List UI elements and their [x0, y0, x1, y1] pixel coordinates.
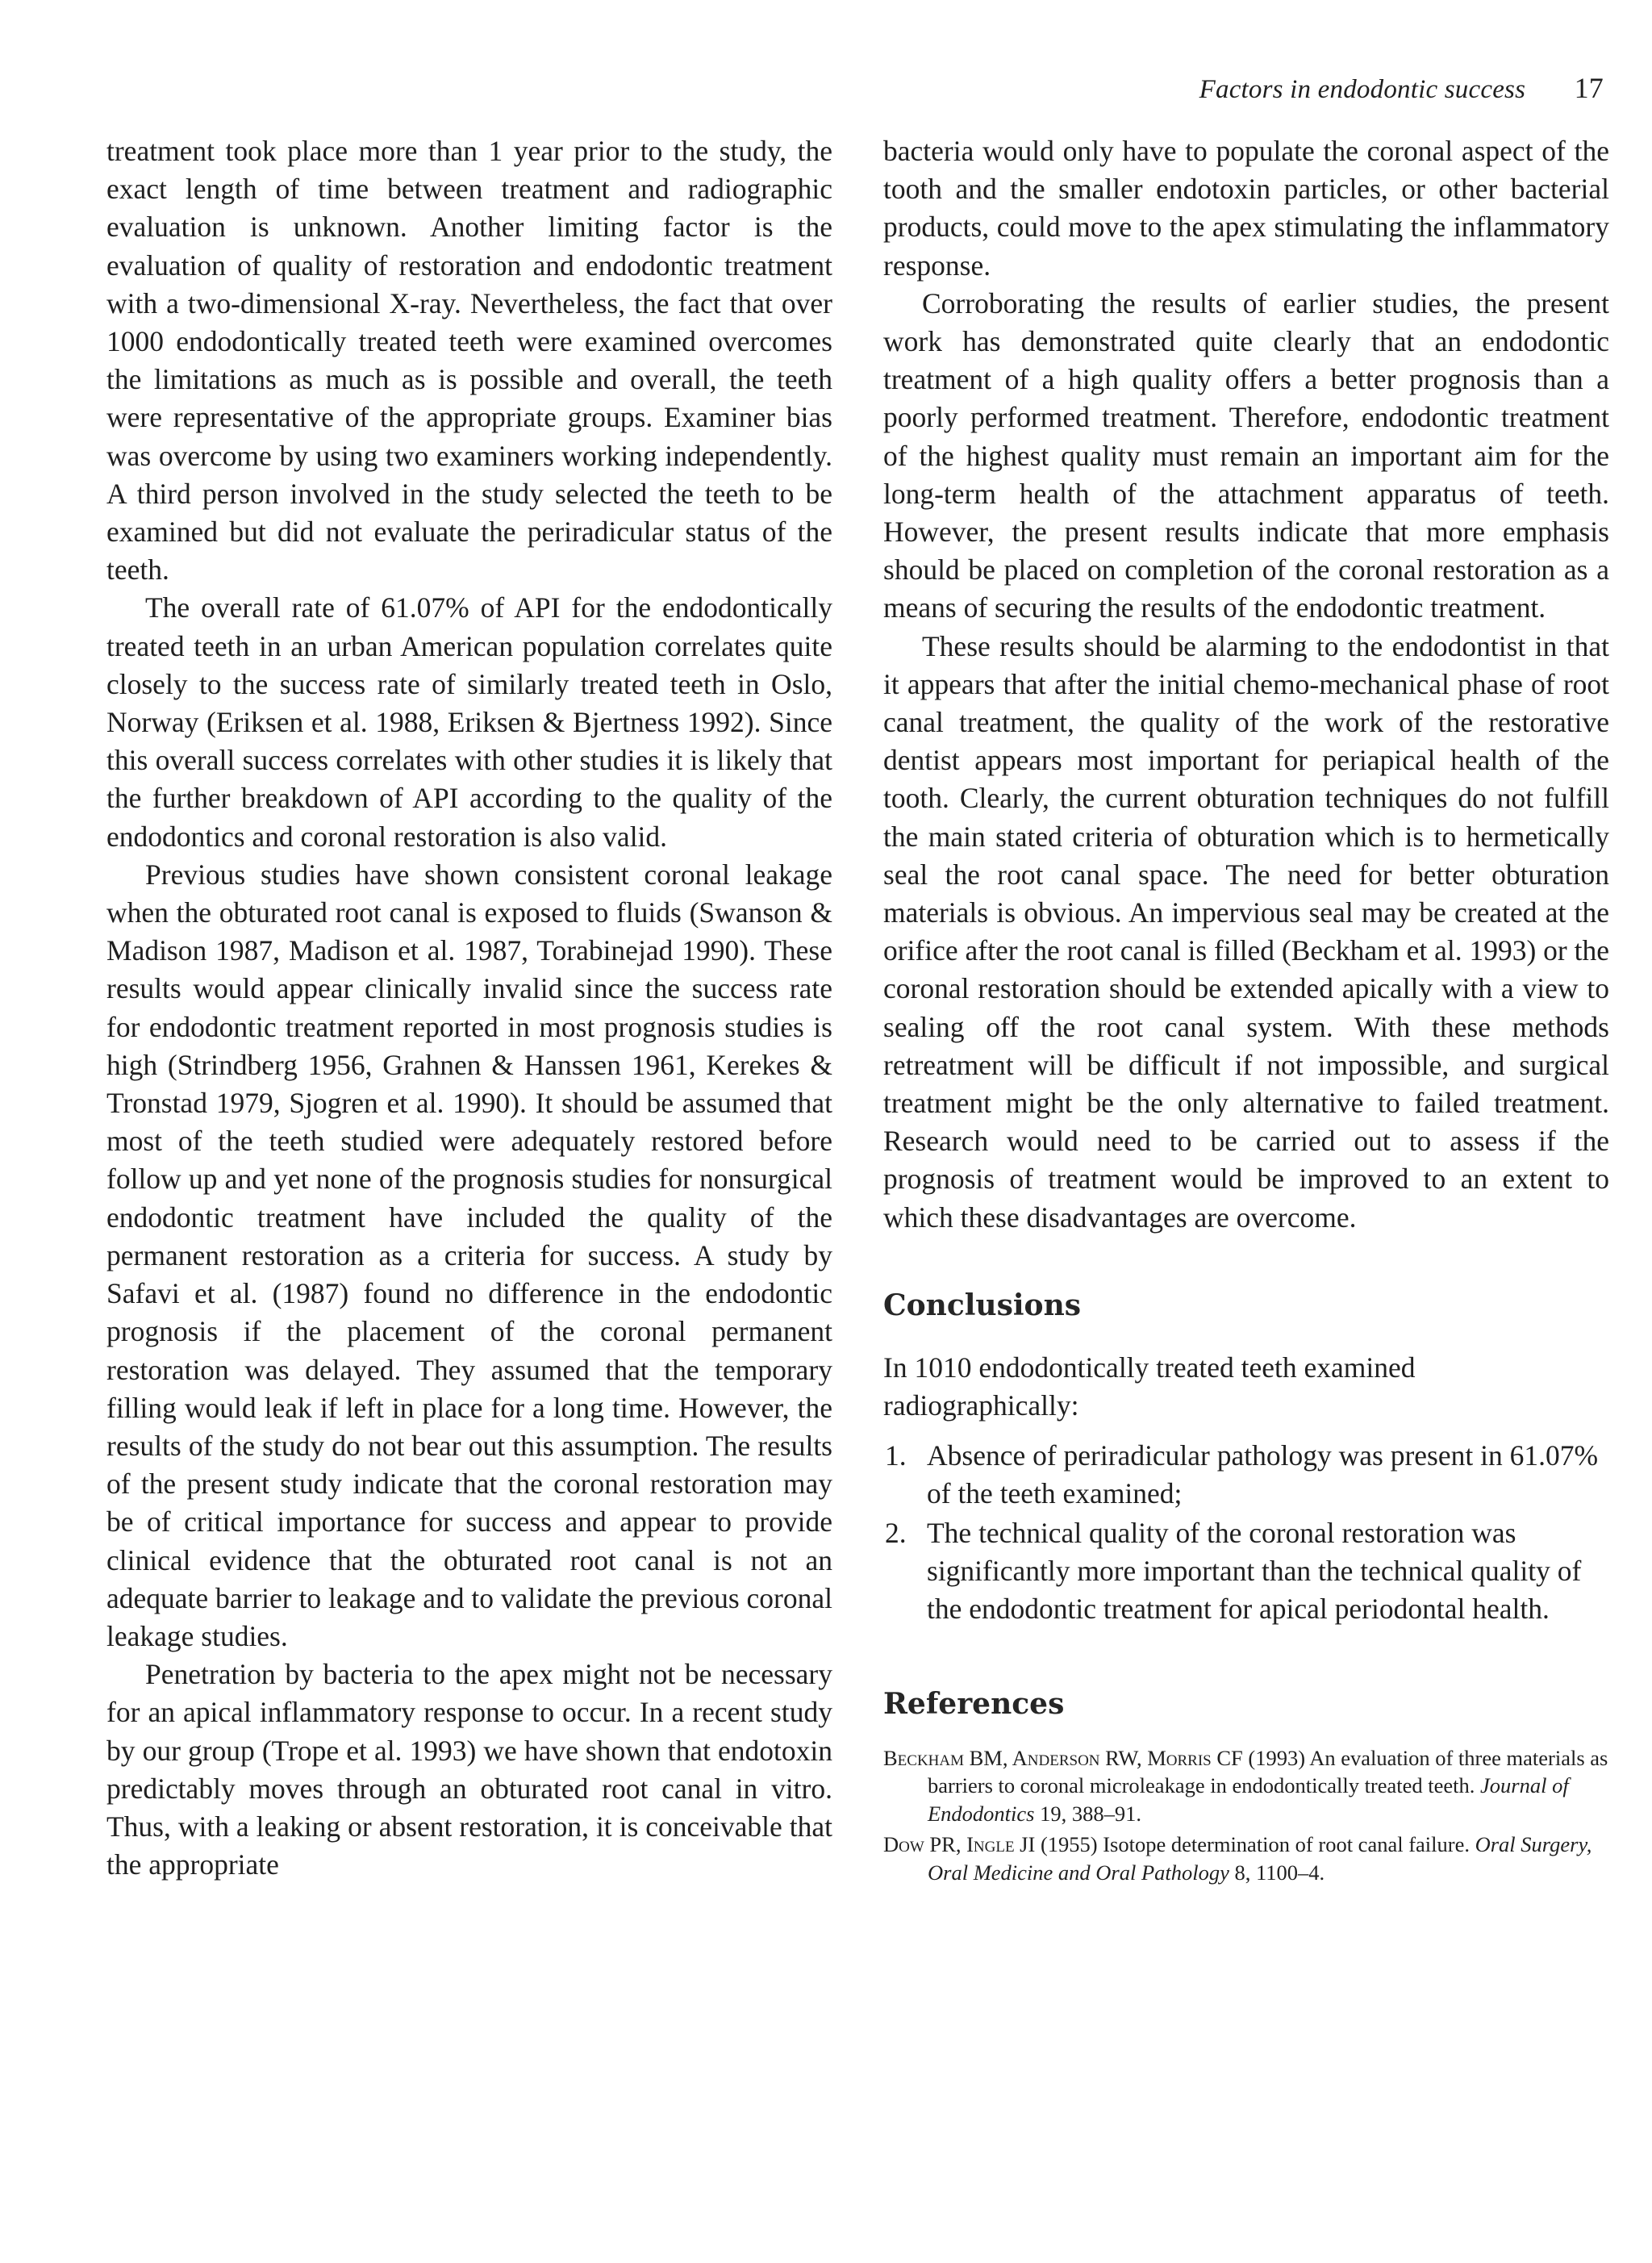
reference-pages: , 1100–4.: [1245, 1860, 1325, 1885]
reference-volume: 19: [1040, 1801, 1062, 1826]
reference-entry: [883, 1831, 1609, 1886]
reference-year: (1993): [1248, 1745, 1306, 1770]
reference-authors: Beckham BM, Anderson RW, Morris CF: [883, 1745, 1243, 1770]
reference-entry: [883, 1744, 1609, 1828]
running-head-title: Factors in endodontic success: [1199, 75, 1526, 104]
reference-title: An evaluation of three materials as barriers to coronal microleakage in endodontically treated teeth.: [928, 1745, 1608, 1798]
reference-journal: Journal of Endodontics: [928, 1773, 1569, 1826]
conclusions-list: [883, 1437, 1609, 1629]
list-item-number: 1.: [885, 1438, 907, 1472]
reference-year: (1955): [1040, 1832, 1098, 1857]
list-item-number: 2.: [885, 1516, 907, 1549]
paragraph: Previous studies have shown consistent coronal leakage when the obturated root canal is exposed to fluids (Swanson & Madison 1987, Madison et al. 1987, Torabinejad 1990). These results would appear clinically invalid since the success rate for endodontic treatment reported in most prognosis studies is high (Strindberg 1956, Grahnen & Hanssen 1961, Kerekes & Tronstad 1979, Sjogren et al. 1990). It should be assumed that most of the teeth studied were adequately restored before follow up and yet none of the prognosis studies for nonsurgical endodontic treatment have included the quality of the permanent restoration as a criteria for success. A study by Safavi et al. (1987) found no difference in the endodontic prognosis if the placement of the coronal permanent restoration was delayed. They assumed that the temporary filling would leak if left in place for a long time. However, the results of the study do not bear out this assumption. The results of the present study indicate that the coronal restoration may be of critical importance for success and appear to provide clinical evidence that the obturated root canal is not an adequate barrier to leakage and to validate the previous coronal leakage studies.: [106, 858, 832, 1652]
list-item-text: Absence of periradicular pathology was present in 61.07% of the teeth examined;: [927, 1438, 1599, 1509]
paragraph: treatment took place more than 1 year prior to the study, the exact length of time between treatment and radiographic evaluation is unknown. Another limiting factor is the evaluation of quality of restoration and endodontic treatment with a two-dimensional X-ray. Nevertheless, the fact that over 1000 endodontically treated teeth were examined overcomes the limitations as much as is possible and overall, the teeth were representative of the appropriate groups. Examiner bias was overcome by using two examiners working independently. A third person involved in the study selected the teeth to be examined but did not evaluate the periradicular status of the teeth.: [106, 135, 832, 587]
left-column: [106, 132, 832, 1884]
list-item-text: The technical quality of the coronal restoration was significantly more important than the technical quality of the endodontic treatment for apical periodontal health.: [927, 1516, 1582, 1626]
paragraph: These results should be alarming to the endodontist in that it appears that after the initial chemo-mechanical phase of root canal treatment, the quality of the work of the restorative dentist appears most important for periapical health of the tooth. Clearly, the current obturation techniques do not fulfill the main stated criteria of obturation which is to hermetically seal the root canal space. The need for better obturation materials is obvious. An impervious seal may be created at the orifice after the root canal is filled (Beckham et al. 1993) or the coronal restoration should be extended apically with a view to sealing off the root canal system. With these methods retreatment will be difficult if not impossible, and surgical treatment might be the only alternative to failed treatment. Research would need to be carried out to assess if the prognosis of treatment would be improved to an extent to which these disadvantages are overcome.: [883, 629, 1609, 1234]
paragraph: The overall rate of 61.07% of API for the endodontically treated teeth in an urban American population correlates quite closely to the success rate of similarly treated teeth in Oslo, Norway (Eriksen et al. 1988, Eriksen & Bjertness 1992). Since this overall success correlates with other studies it is likely that the further breakdown of API according to the quality of the endodontics and coronal restoration is also valid.: [106, 591, 832, 853]
list-item: [883, 1437, 1609, 1513]
conclusions-heading: Conclusions: [883, 1288, 1082, 1322]
paragraph: bacteria would only have to populate the coronal aspect of the tooth and the smaller endotoxin particles, or other bacterial products, could move to the apex stimulating the inflammatory response.: [883, 135, 1609, 282]
right-column: [883, 132, 1609, 1889]
reference-list: [883, 1744, 1609, 1887]
paragraph: Corroborating the results of earlier studies, the present work has demonstrated quite clearly that an endodontic treatment of a high quality offers a better prognosis than a poorly performed treatment. Therefore, endodontic treatment of the highest quality must remain an important aim for the long-term health of the attachment apparatus of teeth. However, the present results indicate that more emphasis should be placed on completion of the coronal restoration as a means of securing the results of the endodontic treatment.: [883, 286, 1609, 624]
reference-authors: Dow PR, Ingle JI: [883, 1832, 1036, 1857]
reference-pages: , 388–91.: [1061, 1801, 1141, 1826]
paragraph: Penetration by bacteria to the apex might not be necessary for an apical inflammatory response to occur. In a recent study by our group (Trope et al. 1993) we have shown that endotoxin predictably moves through an obturated root canal in vitro. Thus, with a leaking or absent restoration, it is conceivable that the appropriate: [106, 1658, 832, 1881]
page-number: 17: [1574, 72, 1604, 104]
reference-journal: Oral Surgery, Oral Medicine and Oral Pathology: [928, 1832, 1592, 1885]
references-heading: References: [883, 1686, 1065, 1721]
reference-volume: 8: [1234, 1860, 1245, 1885]
conclusions-intro: In 1010 endodontically treated teeth examined radiographically:: [883, 1351, 1416, 1422]
running-head: [1199, 71, 1604, 105]
list-item: [883, 1514, 1609, 1629]
reference-title: Isotope determination of root canal failure.: [1103, 1832, 1470, 1857]
